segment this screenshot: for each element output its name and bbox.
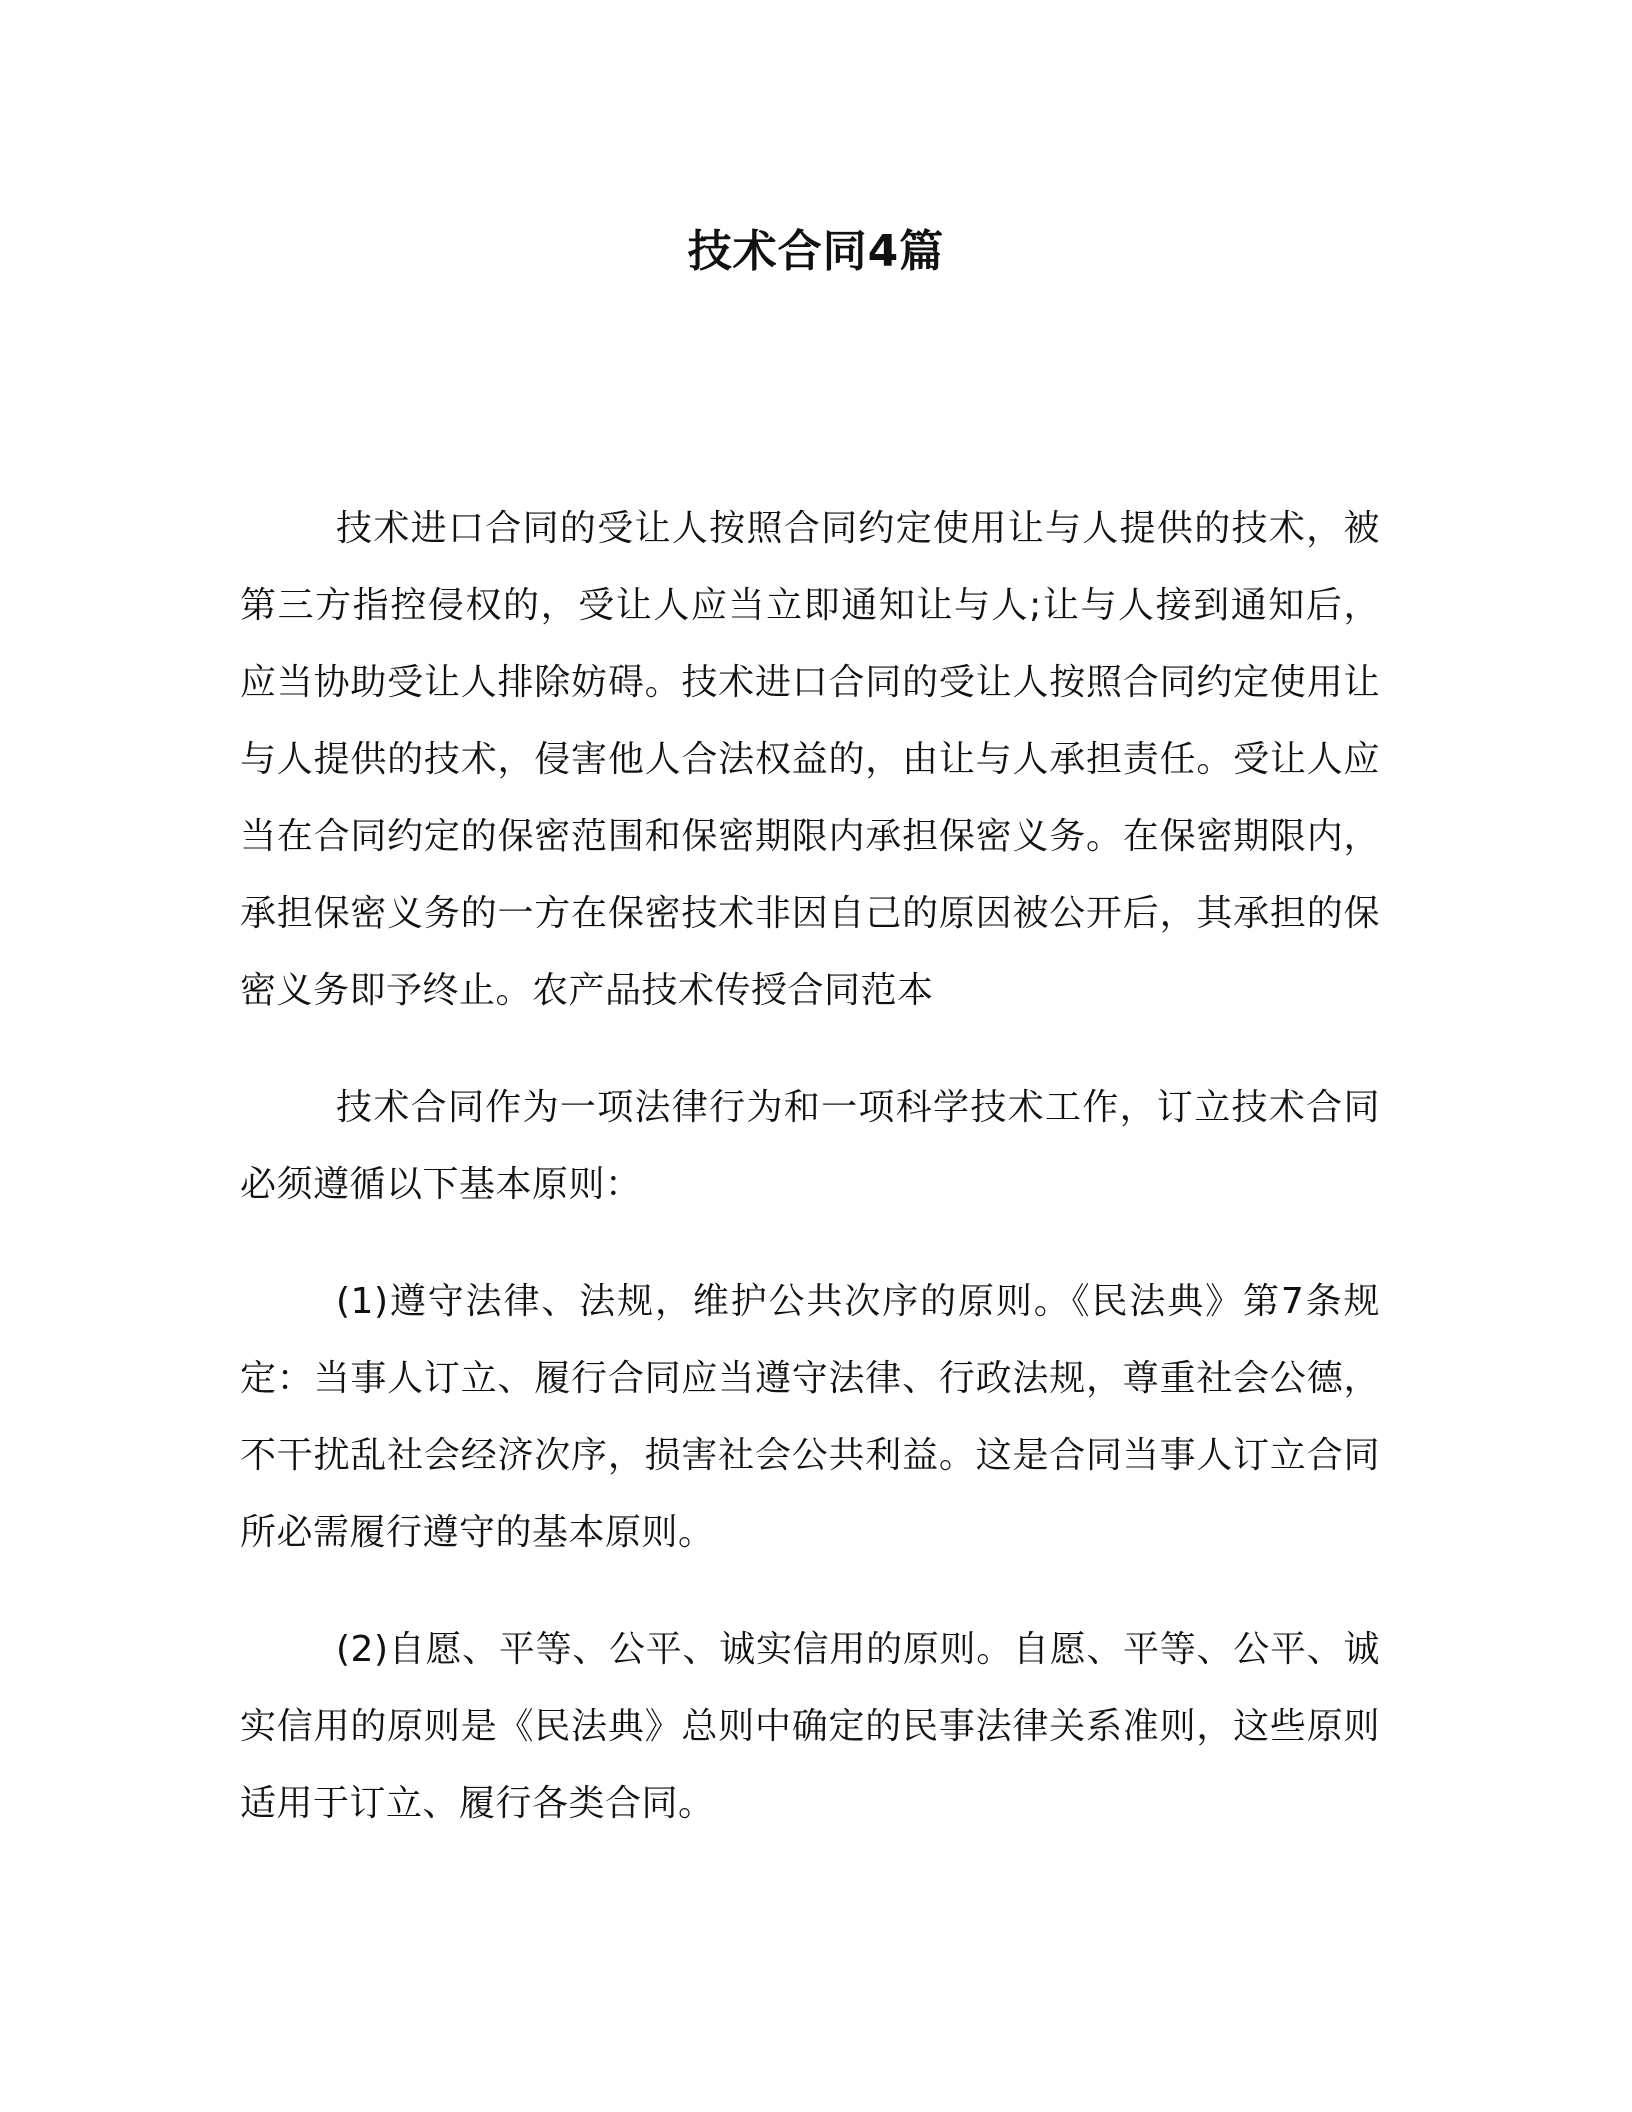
document-title: 技术合同4篇: [687, 226, 945, 277]
paragraph-basic-principles-intro: 技术合同作为一项法律行为和一项科学技术工作，订立技术合同必须遵循以下基本原则：: [240, 1087, 1380, 1205]
paragraph-technology-import: 技术进口合同的受让人按照合同约定使用让与人提供的技术，被第三方指控侵权的，受让人应当立即通知让与人;让与人接到通知后，应当协助受让人排除妨碍。技术进口合同的受让人按照合同约定使用让与人提供的技术，侵害他人合法权益的，由让与人承担责任。受让人应当在合同约定的保密范围和保密期限内承担保密义务。在保密期限内，承担保密义务的一方在保密技术非因自己的原因被公开后，其承担的保密义务即予终止。农产品技术传授合同范本: [240, 508, 1380, 1011]
paragraph-principle-1: (1)遵守法律、法规，维护公共次序的原则。《民法典》第7条规定：当事人订立、履行合同应当遵守法律、行政法规，尊重社会公德，不干扰乱社会经济次序，损害社会公共利益。这是合同当事人订立合同所必需履行遵守的基本原则。: [240, 1281, 1380, 1553]
document-body: [240, 490, 1380, 1882]
paragraph-principle-2: (2)自愿、平等、公平、诚实信用的原则。自愿、平等、公平、诚实信用的原则是《民法典》总则中确定的民事法律关系准则，这些原则适用于订立、履行各类合同。: [240, 1629, 1380, 1824]
